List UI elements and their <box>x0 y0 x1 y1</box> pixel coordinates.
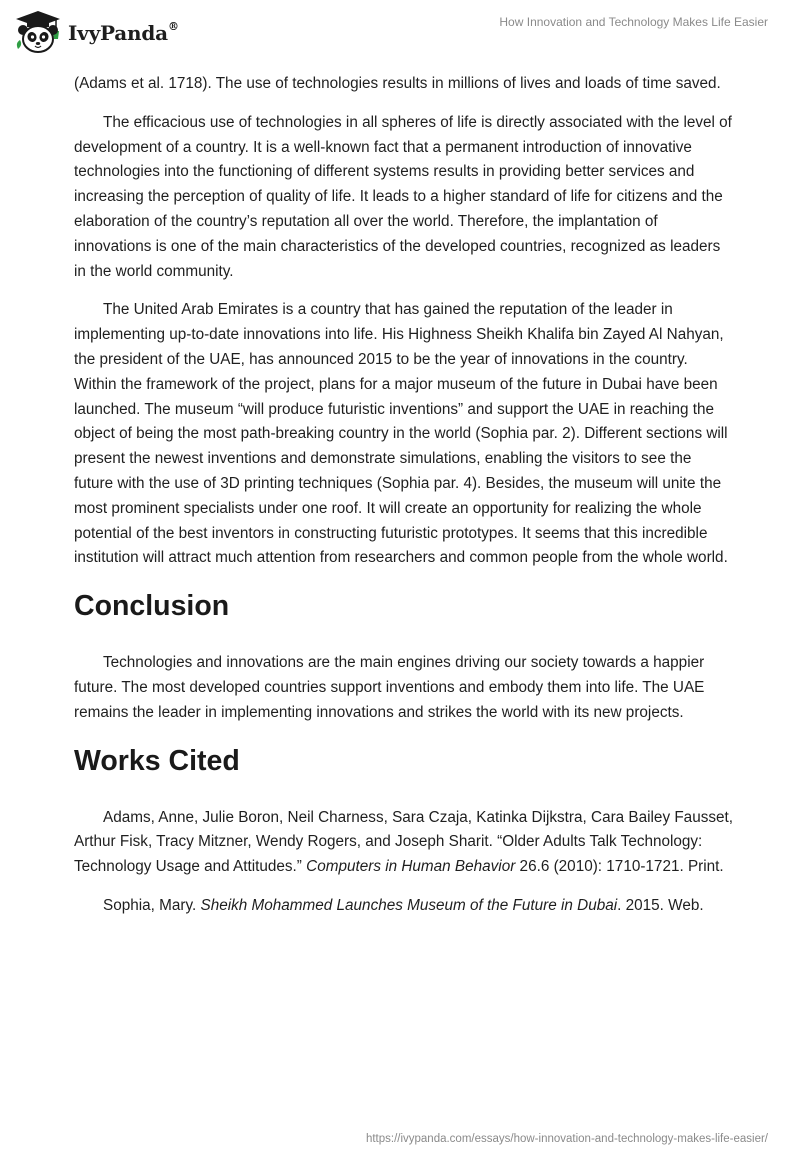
logo-text: IvyPanda® <box>68 20 179 45</box>
document-title: How Innovation and Technology Makes Life Easier <box>499 15 768 29</box>
page-header <box>0 0 800 62</box>
source-url[interactable]: https://ivypanda.com/essays/how-innovation-and-technology-makes-life-easier/ <box>365 1133 768 1145</box>
essay-content <box>74 72 734 933</box>
citation-adams: Adams, Anne, Julie Boron, Neil Charness, Sara Czaja, Katinka Dijkstra, Cara Bailey Fausset, Arthur Fisk, Tracy Mitzner, Wendy Rogers, and Joseph Sharit. “Older Adults Talk Technology: Technology Usage and Attitudes.” Computers in Human Behavior 26.6 (2010): 1710-1721. Print. <box>74 808 734 876</box>
paragraph: The United Arab Emirates is a country that has gained the reputation of the leader in implementing up-to-date innovations into life. His Highness Sheikh Khalifa bin Zayed Al Nahyan, the president of the UAE, has announced 2015 to be the year of innovations in the country. Within the framework of the project, plans for a major museum of the future in Dubai have been launched. The museum “will produce futuristic inventions” and support the UAE in reaching the object of being the most path-breaking country in the world (Sophia par. 2). Different sections will present the newest inventions and demonstrate simulations, enabling the visitors to see the future with the use of 3D printing techniques (Sophia par. 4). Besides, the museum will unite the most prominent specialists under one roof. It will create an opportunity for realizing the whole potential of the best inventors in constructing futuristic prototypes. It seems that this incredible institution will attract much attention from researchers and common people from the whole world. <box>74 301 728 567</box>
works-cited-heading: Works Cited <box>74 744 240 777</box>
paragraph: (Adams et al. 1718). The use of technologies results in millions of lives and loads of time saved. <box>74 75 721 92</box>
paragraph: The efficacious use of technologies in all spheres of life is directly associated with the level of development of a country. It is a well-known fact that a permanent introduction of innovative technologies into the functioning of different systems results in providing better services and increasing the perception of quality of life. It leads to a higher standard of life for citizens and the elaboration of the country’s reputation all over the world. Therefore, the implantation of innovations is one of the main characteristics of the developed countries, recognized as leaders in the world community. <box>74 113 732 280</box>
panda-icon <box>14 9 62 55</box>
conclusion-paragraph: Technologies and innovations are the main engines driving our society towards a happier future. The most developed countries support inventions and embody them into life. The UAE remains the leader in implementing innovations and strikes the world with its new projects. <box>74 654 705 721</box>
conclusion-heading: Conclusion <box>74 590 230 623</box>
ivypanda-logo[interactable] <box>14 9 179 55</box>
citation-sophia: Sophia, Mary. Sheikh Mohammed Launches Museum of the Future in Dubai. 2015. Web. <box>103 896 704 914</box>
